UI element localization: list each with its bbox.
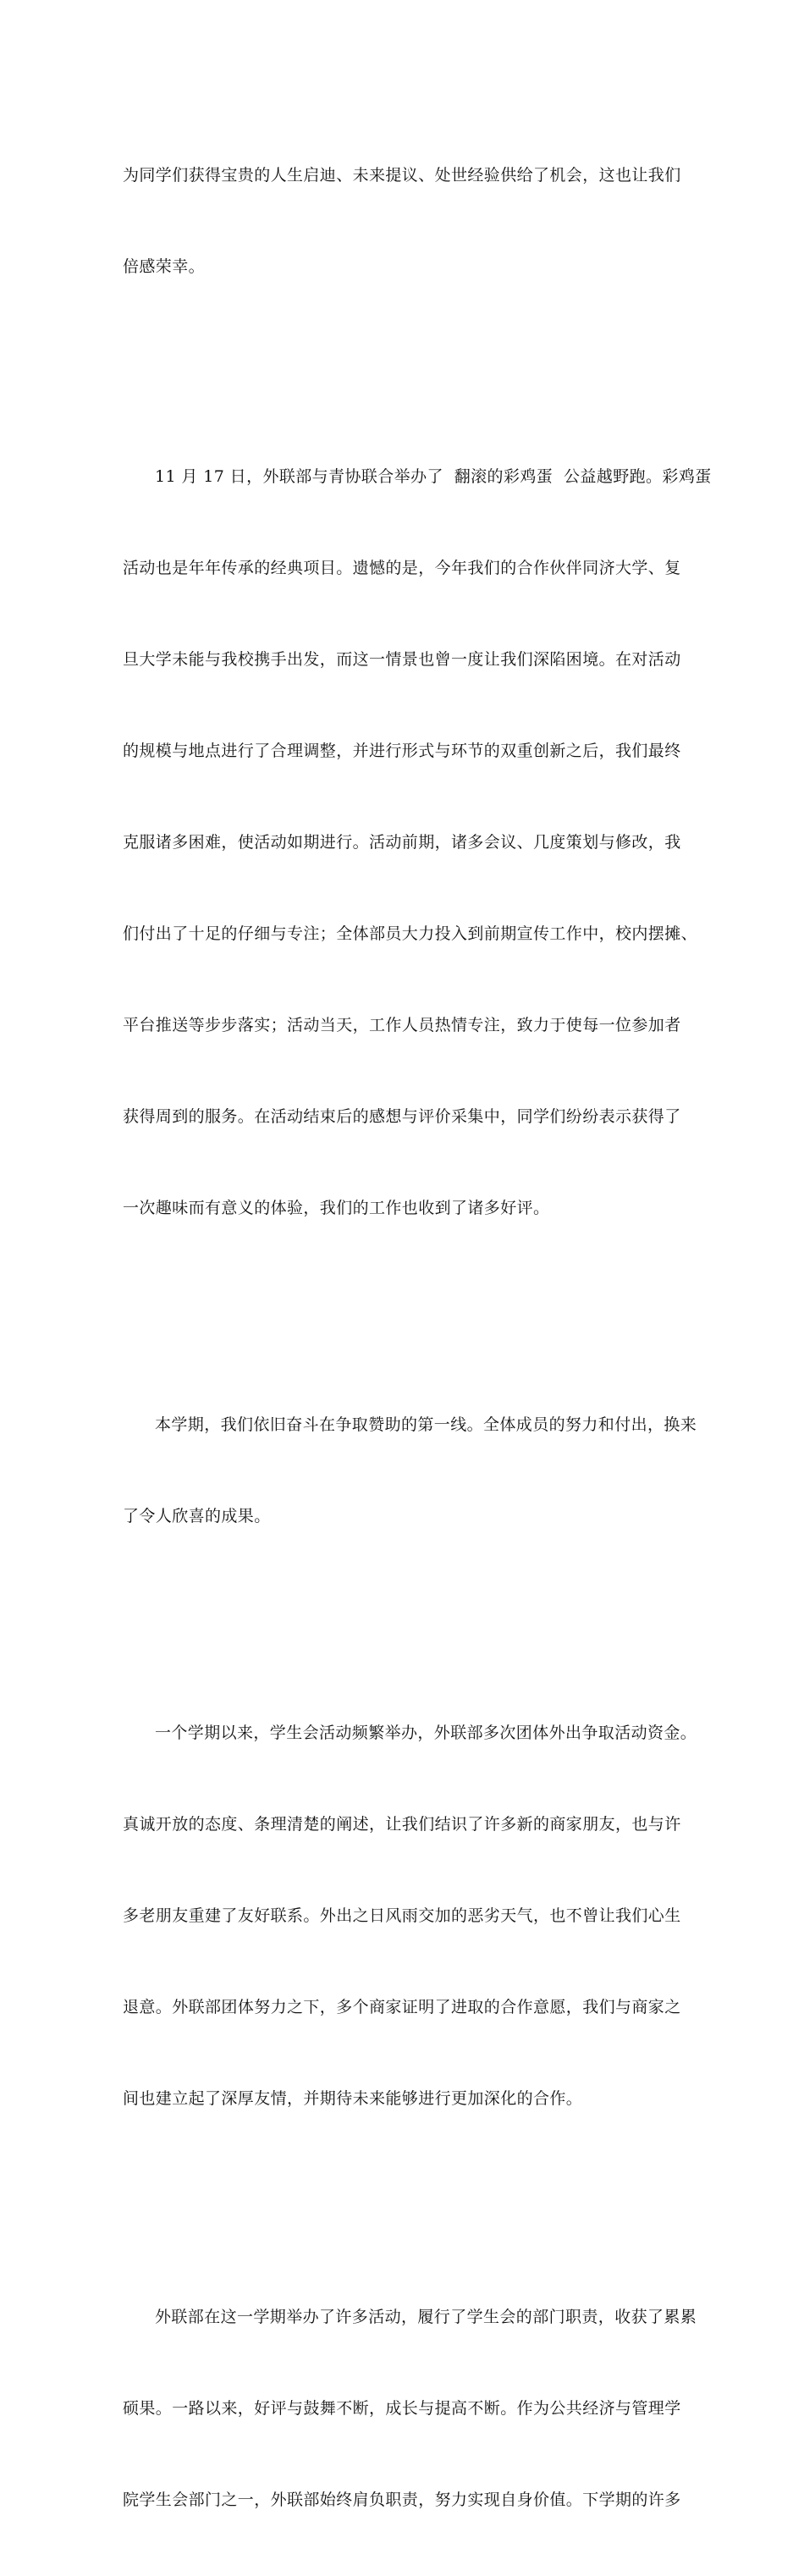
paragraph-line: 真诚开放的态度、条理清楚的阐述，让我们结识了许多新的商家朋友，也与许 — [123, 1815, 681, 1834]
paragraph-2 — [123, 400, 712, 1284]
paragraph-1 — [123, 99, 681, 343]
paragraph-line: 获得周到的服务。在活动结束后的感想与评价采集中，同学们纷纷表示获得了 — [123, 1107, 681, 1126]
paragraph-line: 旦大学未能与我校携手出发，而这一情景也曾一度让我们深陷困境。在对活动 — [123, 650, 681, 669]
paragraph-line: 间也建立起了深厚友情，并期待未来能够进行更加深化的合作。 — [123, 2089, 583, 2108]
document-page — [123, 99, 712, 2576]
paragraph-line: 的规模与地点进行了合理调整，并进行形式与环节的双重创新之后，我们最终 — [123, 742, 681, 760]
paragraph-line: 克服诸多困难，使活动如期进行。活动前期，诸多会议、几度策划与修改，我 — [123, 833, 681, 852]
paragraph-line: 为同学们获得宝贵的人生启迪、未来提议、处世经验供给了机会，这也让我们 — [123, 166, 681, 185]
paragraph-line: 一次趣味而有意义的体验，我们的工作也收到了诸多好评。 — [123, 1199, 550, 1217]
paragraph-line: 外联部在这一学期举办了许多活动，履行了学生会的部门职责，收获了累累 — [155, 2308, 697, 2326]
paragraph-line: 11 月 17 日，外联部与青协联合举办了 翻滚的彩鸡蛋 公益越野跑。彩鸡蛋 — [155, 467, 712, 486]
paragraph-5 — [123, 2241, 697, 2576]
paragraph-line: 了令人欣喜的成果。 — [123, 1507, 271, 1525]
paragraph-line: 本学期，我们依旧奋斗在争取赞助的第一线。全体成员的努力和付出，换来 — [155, 1415, 697, 1434]
paragraph-line: 活动也是年年传承的经典项目。遗憾的是，今年我们的合作伙伴同济大学、复 — [123, 559, 681, 577]
paragraph-line: 们付出了十足的仔细与专注；全体部员大力投入到前期宣传工作中，校内摆摊、 — [123, 924, 698, 943]
paragraph-line: 一个学期以来，学生会活动频繁举办，外联部多次团体外出争取活动资金。 — [155, 1724, 697, 1742]
paragraph-line: 退意。外联部团体努力之下，多个商家证明了进取的合作意愿，我们与商家之 — [123, 1998, 681, 2016]
paragraph-line: 院学生会部门之一，外联部始终肩负职责，努力实现自身价值。下学期的许多 — [123, 2491, 681, 2509]
paragraph-line: 硕果。一路以来，好评与鼓舞不断，成长与提高不断。作为公共经济与管理学 — [123, 2399, 681, 2418]
paragraph-line: 平台推送等步步落实；活动当天，工作人员热情专注，致力于使每一位参加者 — [123, 1016, 681, 1034]
paragraph-3 — [123, 1349, 697, 1592]
paragraph-4 — [123, 1657, 697, 2175]
paragraph-line: 多老朋友重建了友好联系。外出之日风雨交加的恶劣天气，也不曾让我们心生 — [123, 1906, 681, 1925]
paragraph-line: 倍感荣幸。 — [123, 257, 206, 276]
